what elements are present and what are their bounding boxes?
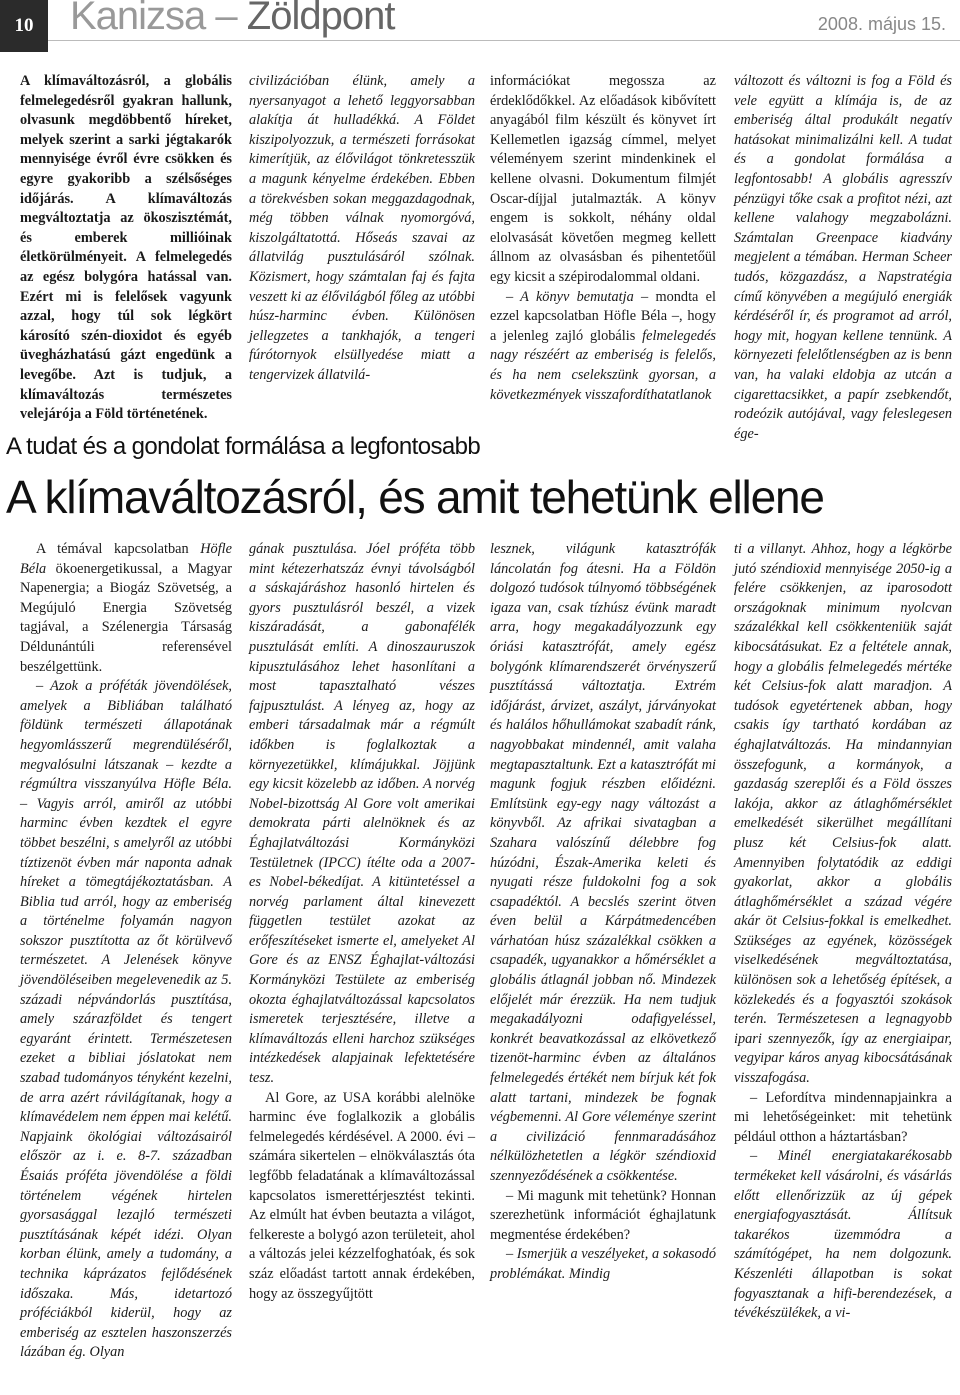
b3-paragraph-3: – Ismerjük a veszélyeket, a sokasodó problémákat. Mindig (490, 1246, 716, 1282)
publication-title (70, 0, 394, 39)
interviewee-name: Höfle Béla (20, 541, 232, 577)
b2-paragraph-1: gának pusztulása. Jóel próféta több mint kétezerhatszáz évnyi távolságból a sáskajáráshoz hasonló hirtelen és gyors pusztulásról beszél, a vizek kiszáradását, a gabonafélék pusztulását említi. A dinoszauruszok kipusztulásához lehet hasonlítani a most tapasztalható vészes fajpusztulást. A lényeg az, hogy az emberi társadalmak már a régmúlt időkben is foglalkoztak a környezetükkel, klímájukkal. Jöjjünk egy kicsit közelebb az időben. A norvég Nobel-bizottság Al Gore volt amerikai demokrata párti alelnöknek és az Éghajlatváltozási Kormányközi Testületnek (IPCC) ítélte oda a 2007-es Nobel-békedíjat. A kitüntetéssel a norvég parlament által kinevezett független testület azokat az erőfeszítéseket ismerte el, amelyeket Al Gore és az ENSZ Éghajlat-változási Kormányközi Testülete az emberiség okozta éghajlatváltozással kapcsolatos ismeretek terjesztésére, illetve a klímaváltozás elleni harchoz szükséges intézkedések alapjainak lefektetésére tesz. (249, 541, 475, 1087)
brand-part2: Zöldpont (246, 0, 395, 38)
b1-paragraph-2: – Azok a próféták jövendölések, amelyek a Bibliában található földünk természeti állapotának hegyomlásszerű megrendüléséről, megvalósulni látszanak – kezdte a régmúltra visszanyúlva Höfle Béla. – Vagyis arról, amiről az utóbbi harminc évben kezdtek el egyre többet beszélni, s amelyről az utóbbi tíztizenöt évben már naponta adnak híreket a tömegtájékoztatásban. A Biblia tud arról, hogy az emberiség a történelme folyamán nagyon sokszor pusztította az őt körülvevő természetet. A Jelenések könyve jövendöléseiben megelevenedik az 5. századi népvándorlás pusztítása, amely szárazföldet és tengert egyaránt érintett. Természetesen ezeket a bibliai jóslatokat nem szabad tudományos tényként kezelni, de arra azért rávilágítanak, hogy a klímavédelem nem éppen mai kelétű. Napjaink ökológiai változásairól először az i. e. 8-7. században Ésaiás próféta jövendölése a földi történelem végének hirtelen gyorsasággal lezajló természeti pusztításának képét idézi. Olyan korban élünk, amely a tudomány, a technika káprázatos fejlődésének időszaka. Más, idetartozó próféciákból kiderül, hogy az emberiség az esztelen haszonszerzés lázában ég. Olyan (20, 678, 232, 1361)
page-header (0, 0, 960, 52)
body-column-2 (249, 540, 475, 1304)
b4-paragraph-3: – Minél energiatakarékosabb termékeket kell vásárolni, és vásárlás előtt ellenőrizzük az új gépek energiafogyasztását. Állítsuk takarékos üzemmódra a számítógépet, ha nem dolgozunk. Készenléti állapotban is sokat fogyasztanak a hifi-berendezések, a tévékészülékek, a vi- (734, 1148, 952, 1322)
article-subheadline: A tudat és a gondolat formálása a legfontosabb (6, 433, 481, 460)
body-column-4 (734, 540, 952, 1324)
body-column-1 (20, 540, 232, 1363)
top-column-4 (734, 72, 952, 444)
b4-paragraph-1: ti a villanyt. Ahhoz, hogy a légkörbe jutó széndioxid mennyisége 2050-ig a felére csökkenjen, az iparosodott országoknak minimum nyolcvan százalékkal kell csökkenteniük saját kibocsátásukat. Ez a feltétele annak, hogy a globális felmelegedés mértéke két Celsius-fok alatt maradjon. A tudósok egyetértenek abban, hogy csakis így tartható kordában az éghajlatváltozás. Ha mindannyian összefogunk, a kormányok, a gazdaság szereplői és a Föld összes lakója, akkor az átlaghőmérséklet emelkedését sikerülhet megállítani plusz két Celsius-fok alatt. Amennyiben folytatódik az eddigi gyakorlat, akkor a globális átlaghőmérséklet a század végére akár öt Celsius-fokkal is emelkedhet. Szükséges az egyének, közösségek viselkedésének megváltoztatása, különösen sok a lehetőség építések, a közlekedés és a fogyasztói szokások terén. Természetesen a legnagyobb ipari szennyezők, így az energiaipar, vegyipar káros anyag kibocsátásának visszafogása. (734, 541, 952, 1087)
b1-intro (20, 540, 232, 677)
top-col3-quote-a: – A könyv bemutatja (506, 288, 634, 305)
b2-paragraph-2: Al Gore, az USA korábbi alelnöke harminc éve foglalkozik a globális felmelegedés kérdésével. A 2000. évi – számára sikertelen – elnökválasztás óta legfőbb feladatának a klímaváltozással kapcsolatos ismerettérjesztést tekinti. Az elmúlt hat évben beutazta a világot, felkereste a bolygó azon területeit, ahol a változás jelei kézzelfoghatóak, és sok száz előadást tartott annak érdekében, hogy az összegyűjtött (249, 1089, 475, 1302)
brand-part1: Kanizsa (70, 0, 206, 38)
b3-question: – Mi magunk mit tehetünk? Honnan szerezhetünk információt éghajlatunk megmentése érdekében? (490, 1187, 716, 1243)
top-col3-text-a: információkat megossza az érdeklődőkkel. Az előadások kibővített anyagából film készült és könyvet írt Kellemetlen igazság címmel, melyet véleményem szerint mindenkinek el kellene olvasni. Dokumentum filmjét Oscar-díjjal jutalmazták. A könyv engem is sokkolt, néhány oldal elolvasását követően megmeg kellett állnom az olvasásban és pihentetőül egy kicsit a szépirodalommal oldani. (490, 73, 716, 285)
b3-paragraph-1: lesznek, világunk katasztrófák láncolatán fog átesni. Ha a Földön dolgozó tudósok túlnyomó többségének igaza van, csak tízhúsz évünk maradt arra, hogy megakadályozzunk egy óriási katasztrófát, amely egész bolygónk klímarendszerét örvényszerű pusztítássá változtatja. Extrém időjárást, árvizet, aszályt, járványokat és halálos hőhullámokat szabadít ránk, nagyobbakat mindennél, amit valaha megtapasztaltunk. Ezt a katasztrófát mi magunk fogjuk részben előidézni. Említsünk egy-egy nagy változást a könyvből. Az afrikai sivatagban a Szahara valószínű délebbre fog húzódni, Észak-Amerika keleti és nyugati része fuldokolni fog a sok csapadéktól. A becslés szerint ötven éven belül a Kárpátmedencében várhatóan húsz százalékkal csökken a csapadék, ugyanakkor a hőmérséklet a globális átlagnál jobban nő. Mindezek előjelét már érezzük. Ha nem tudjuk megakadályozni odafigyeléssel, konkrét beavatkozással az elkövetkező tizenöt-harminc évben az általános felmelegedés értékét nem bírjuk két fok alatt tartani, mindezek be fognak végbemenni. Al Gore véleménye szerint a civilizáció fennmaradásához nélkülözhetetlen a légkör széndioxid szennyeződésének a csökkentése. (490, 541, 716, 1184)
top-column-2 (249, 72, 475, 386)
b4-question: – Lefordítva mindennapjainkra a mi lehetőségeinket: mit tehetünk például otthon a háztartásban? (734, 1089, 952, 1145)
top-col3-quote (490, 288, 716, 406)
b1-intro-c: ökoenergetikussal, a Magyar Napenergia; a Biogáz Szövetség, a Megújuló Energia Szövetség tagjával, a Szélenergia Társaság Déldunántúli referensével beszélgettünk. (20, 560, 232, 675)
brand-dash: – (205, 0, 247, 38)
top-column-3 (490, 72, 716, 405)
lead-text: A klímaváltozásról, a globális felmelegedésről gyakran hallunk, olvasunk megdöbbentő híreket, melyek szerint a sarki jégtakarók mennyisége évről évre csökken és egyre gyakoribb a szélsőséges időjárás. A klímaváltozás megváltoztatja az ökoszisztémát, és emberek millióinak életkörülményeit. A felmelegedés az egész bolygóra hatással van. Ezért mi is felelősek vagyunk azzal, hogy túl sok légkört károsító szén-dioxidot és egyéb üvegházhatású gázt engedünk a levegőbe. Azt is tudjuk, a klímaváltozás természetes velejárója a Föld történetének. (20, 73, 232, 423)
issue-date: 2008. május 15. (817, 14, 946, 34)
b1-intro-a: A témával kapcsolatban (36, 541, 201, 557)
page-number: 10 (0, 0, 48, 52)
header-rule (48, 40, 960, 41)
article-headline: A klímaváltozásról, és amit tehetünk ellene (6, 471, 824, 523)
article-lead (20, 72, 232, 425)
top-col2-text: civilizációban élünk, amely a nyersanyagot a lehető leggyorsabban alakítja át hulladékká. A Földet kiszipolyozzuk, a természeti forrásokat kimerítjük, az élővilágot tönkretesszük a magunk kényelme érdekében. Ebben a törekvésben sokan meggazdagodnak, még többen válnak nyomorgóvá, kiszolgáltatottá. Hőseás szavai az állatvilág pusztulásáról szólnak. Közismert, hogy számtalan faj és fajta veszett ki az élővilágból főleg az utóbbi húsz-harminc évben. Különösen jellegzetes a tankhajók, a tengeri fúrótornyok elsüllyedése miatt a tengervizek állatvilá- (249, 73, 475, 383)
top-col4-text: változott és változni is fog a Föld és vele együtt a klímája is, de az emberiség által produkált negatív hatásokat minimalizálni kell. A tudat és a gondolat formálása a legfontosabb! A globális agresszív pénzügyi tőke csak a profitot nézi, azt kellene valahogy megzabolázni. Számtalan Greenpace kiadvány megjelent a témában. Herman Scheer tudós, közgazdász, a Napstratégia című könyvében a megújuló energiák kérdéséről ír, és programot ad arról, hogy mit, hogyan kellene tennünk. A környezeti felelőtlenségben az is benn van, ha valaki eldobja az utcán a cigarettacsikket, a papír zsebkendőt, rodeózik autójával, vagy feleslegesen ége- (734, 73, 952, 442)
top-col3-quote-c: felmelegedés nagy részéért az emberiség is felelős, és ha nem cselekszünk gyorsan, a következmények visszafordíthatatlanok (490, 327, 716, 403)
top-col3-quote-b: – mondta el ezzel kapcsolatban Höfle Béla –, hogy a jelenleg zajló globális (490, 288, 716, 344)
body-column-3 (490, 540, 716, 1285)
